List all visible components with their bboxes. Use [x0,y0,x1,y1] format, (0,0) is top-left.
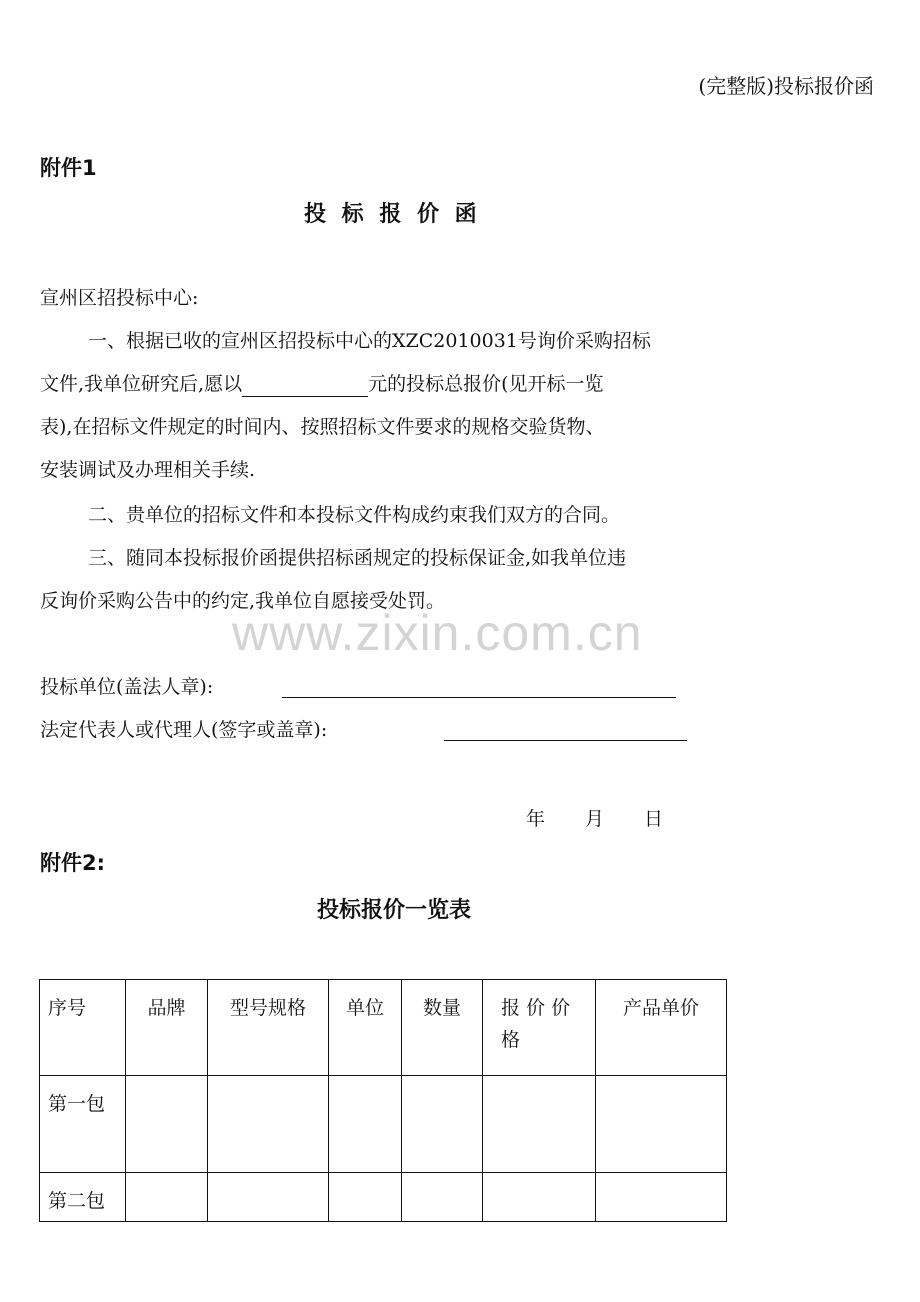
table-row [40,1173,727,1222]
paragraph-1-line-3: 表),在招标文件规定的时间内、按照招标文件要求的规格交验货物、 [40,416,605,438]
paragraph-1-line-1: 一、根据已收的宣州区招投标中心的XZC2010031号询价采购招标 [88,330,651,352]
paragraph-1-line-2-after: 元的投标总报价(见开标一览 [368,373,604,395]
quote-table [39,979,727,1222]
bid-letter-title: 投 标 报 价 函 [304,202,481,227]
table-cell[interactable] [483,1173,596,1222]
header-serial-number: 序号 [40,980,126,1076]
table-header-row [40,980,727,1076]
paragraph-1-line-4: 安装调试及办理相关手续. [40,459,256,481]
date-day: 日 [644,808,664,830]
annex-2-label: 附件2: [40,851,106,875]
paragraph-2: 二、贵单位的招标文件和本投标文件构成约束我们双方的合同。 [88,504,621,526]
header-unit: 单位 [329,980,402,1076]
table-cell[interactable] [329,1076,402,1173]
table-cell[interactable] [402,1076,483,1173]
paragraph-1-line-2-before: 文件,我单位研究后,愿以 [40,373,243,395]
date-month: 月 [585,808,605,830]
watermark: www.zixin.com.cn [232,605,643,661]
table-cell[interactable] [329,1173,402,1222]
header-model-spec: 型号规格 [208,980,329,1076]
amount-blank[interactable] [242,376,368,397]
table-cell[interactable] [208,1076,329,1173]
table-cell[interactable] [483,1076,596,1173]
signature-unit-line[interactable] [282,697,676,698]
running-header-title: (完整版)投标报价函 [698,74,874,98]
paragraph-3-line-1: 三、随同本投标报价函提供招标函规定的投标保证金,如我单位违 [88,547,627,569]
annex-1-label: 附件1 [40,156,97,180]
row-2-serial: 第二包 [40,1173,126,1222]
date-year: 年 [526,808,546,830]
table-cell[interactable] [208,1173,329,1222]
signature-representative-label: 法定代表人或代理人(签字或盖章): [40,719,328,741]
header-unit-price: 产品单价 [596,980,727,1076]
table-cell[interactable] [126,1173,208,1222]
signature-unit-label: 投标单位(盖法人章): [40,676,214,698]
header-brand: 品牌 [126,980,208,1076]
table-row [40,1076,727,1173]
table-cell[interactable] [126,1076,208,1173]
table-cell[interactable] [596,1173,727,1222]
header-quoted-price: 报 价 价格 [483,980,596,1076]
row-1-serial: 第一包 [40,1076,126,1173]
table-cell[interactable] [402,1173,483,1222]
signature-representative-line[interactable] [444,740,687,741]
paragraph-3-line-2: 反询价采购公告中的约定,我单位自愿接受处罚。 [40,590,446,612]
addressee: 宣州区招投标中心: [40,287,199,309]
table-cell[interactable] [596,1076,727,1173]
quote-table-title: 投标报价一览表 [317,898,472,923]
header-quantity: 数量 [402,980,483,1076]
paragraph-1-line-2 [40,371,604,397]
